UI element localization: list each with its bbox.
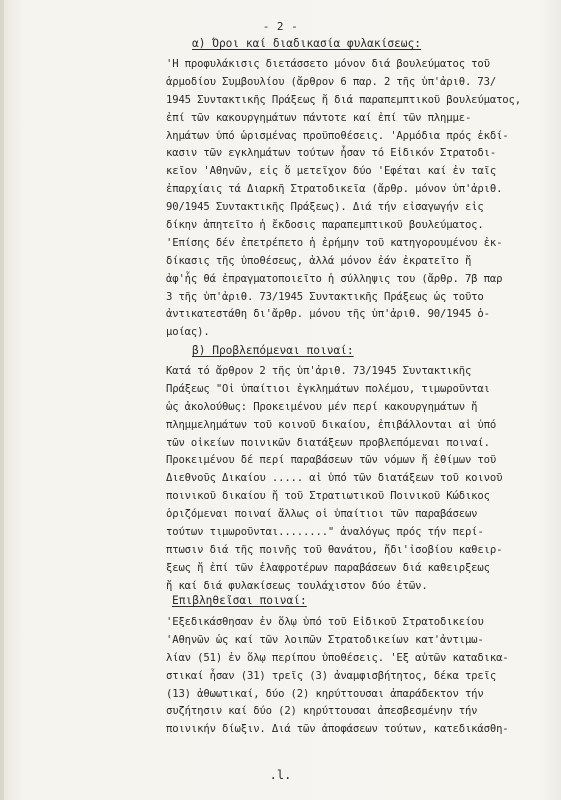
text-line: Προκειμένου δέ περί παραβάσεων τῶν νόμων ἤ ἐθίμων τοῦ (166, 454, 497, 467)
text-line: ξεως ἤ ἐπί τῶν ἐλαφροτέρων παραβάσεων διά καθειρξεως (166, 561, 490, 574)
section-text-terms (166, 56, 556, 342)
text-line: Πράξεως "Οἱ ὑπαίτιοι ἐγκλημάτων πολέμου, τιμωροῦνται (166, 382, 490, 395)
text-line: 'Εξεδικάσθησαν ἐν ὅλῳ ὑπό τοῦ Εἰδικοῦ Στρατοδικείου (166, 616, 484, 628)
text-line: ἐπί τῶν κακουργημάτων πάντοτε καί ἐπί τῶν πλημμε- (166, 111, 472, 124)
text-line: κασιν τῶν εγκλημάτων τούτων ἦσαν τό Εἰδικόν Στρατοδι- (166, 147, 497, 160)
text-line: κεῖον 'Αθηνῶν, εἰς ὅ μετεῖχον δύο 'Εφέται καί ἐν ταῖς (166, 165, 497, 178)
section-heading-terms: α) Όροι καί διαδικασία φυλακίσεως: (192, 37, 422, 50)
text-line: 'Επίσης δέν ἐπετρέπετο ἡ ἐρήμην τοῦ κατηγορουμένου ἐκ- (166, 236, 503, 249)
text-line: ὡς ἀκολούθως: Προκειμένου μέν περί κακουργημάτων ἤ (166, 400, 478, 413)
text-line: δίκασις τῆς ὑποθέσεως, ἀλλά μόνον ἐάν ἐκρατεῖτο ἤ (166, 254, 472, 267)
text-line: ἁρμοδίου Συμβουλίου (ἄρθρον 6 παρ. 2 τῆς ὑπ'ἀριθ. 73/ (166, 75, 497, 88)
text-line: ὁριζόμεναι ποιναί ἄλλως οἱ ὑπαίτιοι τῶν παραβάσεων (166, 508, 478, 521)
section-heading-imposed-penalties: Επιβληθεῖσαι ποιναί: (172, 594, 307, 607)
text-line: ἐπαρχίαις τά Διαρκῆ Στρατοδικεῖα (ἄρθρ. μόνον ὑπ'ἀριθ. (166, 183, 503, 196)
page-binding-edge (0, 0, 4, 800)
text-line: τούτων τιμωροῦνται........" ἀναλόγως πρός τήν περί- (166, 526, 484, 539)
text-line: 90/1945 Συντακτικῆς Πράξεως). Διά τήν εἰσαγωγήν εἰς (166, 201, 484, 214)
text-line: ἤ καί διά φυλακίσεως τουλάχιστον δύο ἐτῶν. (166, 579, 428, 592)
text-line: στικαί ἦσαν (31) τρεῖς (3) ἀναμφισβήτητος, δέκα τρεῖς (166, 669, 497, 682)
text-line: 'Η προφυλάκισις διετάσσετο μόνον διά βουλεύματος τοῦ (166, 58, 490, 70)
text-line: ἀντικατεστάθη δι'ἄρθρ. μόνου τῆς ὑπ'ἀριθ. 90/1945 ὁ- (166, 308, 490, 321)
text-line: τῶν οἰκείων ποινικῶν διατάξεων προβλεπόμεναι ποιναί. (166, 436, 490, 449)
page-number: - 2 - (262, 20, 299, 33)
text-line: Κατά τό ἄρθρον 2 τῆς ὑπ'ἀριθ. 73/1945 Συντακτικῆς (166, 365, 472, 377)
text-line: 3 τῆς ὑπ'ἀριθ. 73/1945 Συντακτικῆς Πράξεως ὡς τοῦτο (166, 290, 484, 303)
text-line: ἀφ'ἧς θά ἐπραγματοποιεῖτο ἡ σύλληψις του (ἄρθρ. 7β παρ (166, 272, 503, 285)
section-text-imposed-penalties (166, 614, 556, 739)
text-line: ποινικήν δίωξιν. Διά τῶν ἀποφάσεων τούτων, κατεδικάσθη- (166, 723, 509, 736)
text-line: (13) ἀθωωτικαί, δύο (2) κηρύττουσαι ἀπαράδεκτον τήν (166, 687, 484, 700)
text-line: πλημμελημάτων τοῦ κοινοῦ δικαίου, ἐπιβάλλονται αἱ ὑπό (166, 418, 497, 431)
text-line: 'Αθηνῶν ὡς καί τῶν λοιπῶν Στρατοδικείων κατ'ἀντιμω- (166, 633, 484, 646)
text-line: Διεθνοῦς Δικαίου ..... αἱ ὑπό τῶν διατάξεων τοῦ κοινοῦ (166, 472, 503, 485)
text-line: λημάτων ὑπό ὡρισμένας προϋποθέσεις. 'Αρμόδια πρός ἐκδί- (166, 129, 509, 142)
section-heading-penalties: β) Προβλεπόμεναι ποιναί: (192, 344, 354, 357)
text-line: δίκην ἀπητεῖτο ἡ ἔκδοσις παραπεμπτικοῦ βουλεύματος. (166, 219, 484, 232)
text-line: λίαν (51) ἐν ὅλῳ περίπου ὑποθέσεις. 'Εξ αὐτῶν καταδικα- (166, 651, 509, 664)
text-line: συζήτησιν καί δύο (2) κηρύττουσαι ἀπεσβεσμένην τήν (166, 705, 478, 718)
text-line: 1945 Συντακτικῆς Πράξεως ἤ διά παραπεμπτικοῦ βουλεύματος, (166, 93, 521, 106)
text-line: ποινικοῦ δικαίου ἤ τοῦ Στρατιωτικοῦ Ποινικοῦ Κώδικος (166, 490, 490, 503)
text-line: μοίας). (166, 326, 210, 339)
section-text-penalties (166, 363, 556, 596)
text-line: πτωσιν διά τῆς ποινῆς τοῦ θανάτου, ἤδι'ἰσοβίου καθειρ- (166, 543, 503, 556)
page-footer-mark: .l. (269, 768, 292, 782)
